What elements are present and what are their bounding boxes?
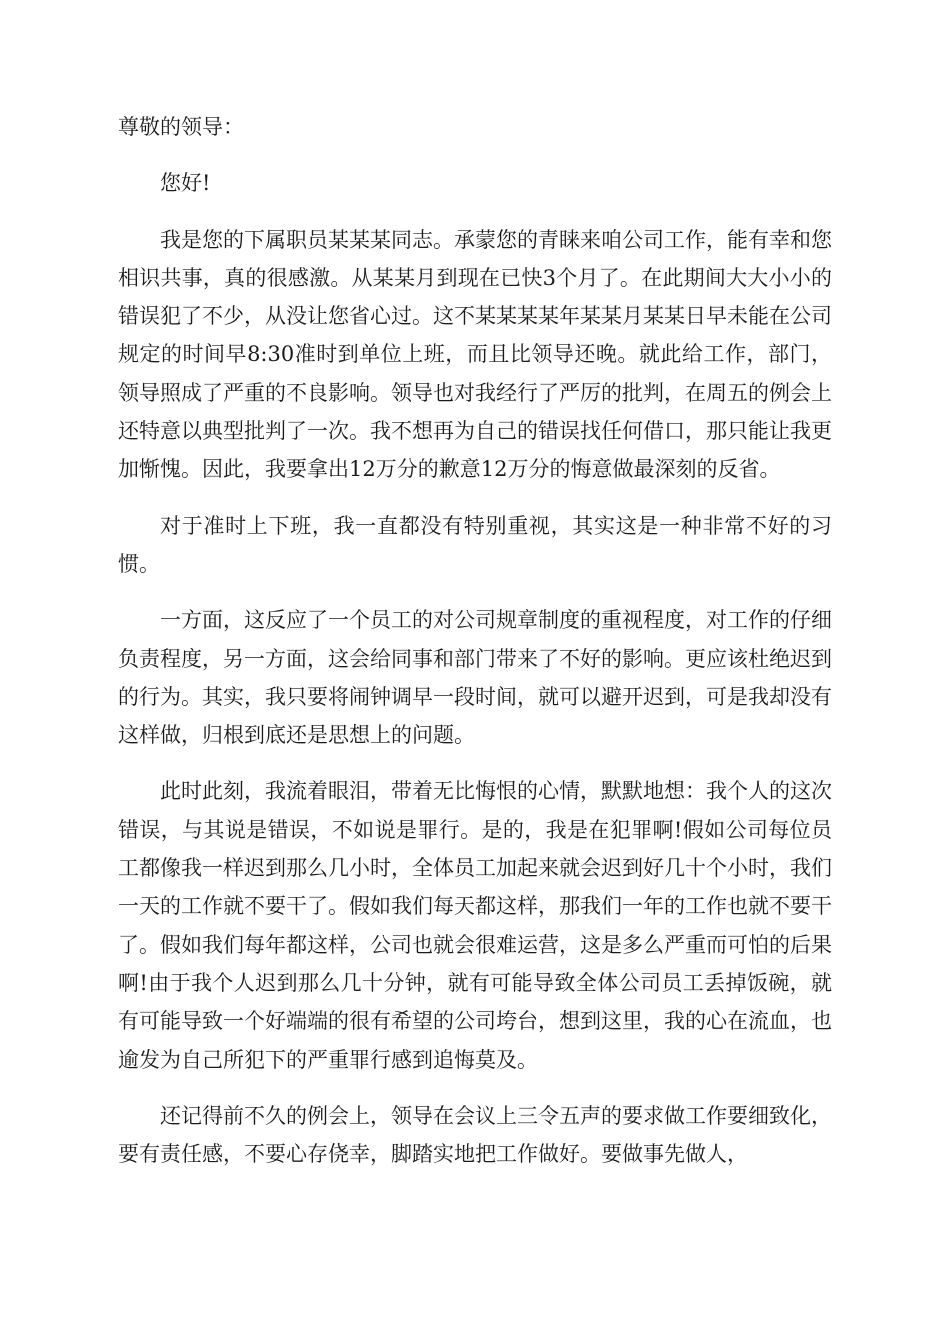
body-paragraph: 还记得前不久的例会上，领导在会议上三令五声的要求做工作要细致化，要有责任感，不要心存侥幸，脚踏实地把工作做好。要做事先做人，	[118, 1103, 832, 1167]
body-paragraph: 对于准时上下班，我一直都没有特别重视，其实这是一种非常不好的习惯。	[118, 513, 832, 576]
letter-body	[118, 108, 832, 1191]
greeting-paragraph: 您好!	[160, 171, 211, 196]
salutation: 尊敬的领导：	[118, 115, 244, 139]
body-paragraph: 我是您的下属职员某某某同志。承蒙您的青睐来咱公司工作，能有幸和您相识共事，真的很感激。从某某月到现在已快3个月了。在此期间大大小小的错误犯了不少，从没让您省心过。这不某某某某年某某月某某日早未能在公司规定的时间早8:30准时到单位上班，而且比领导还晚。就此给工作，部门，领导照成了严重的不良影响。领导也对我经行了严厉的批判，在周五的例会上还特意以典型批判了一次。我不想再为自己的错误找任何借口，那只能让我更加惭愧。因此，我要拿出12万分的歉意12万分的悔意做最深刻的反省。	[118, 227, 832, 482]
body-paragraph: 一方面，这反应了一个员工的对公司规章制度的重视程度，对工作的仔细负责程度，另一方面，这会给同事和部门带来了不好的影响。更应该杜绝迟到的行为。其实，我只要将闹钟调早一段时间，就可以避开迟到，可是我却没有这样做，归根到底还是思想上的问题。	[118, 608, 832, 748]
body-paragraph: 此时此刻，我流着眼泪，带着无比悔恨的心情，默默地想：我个人的这次错误，与其说是错误，不如说是罪行。是的，我是在犯罪啊!假如公司每位员工都像我一样迟到那么几小时，全体员工加起来就会迟到好几十个小时，我们一天的工作就不要干了。假如我们每天都这样，那我们一年的工作也就不要干了。假如我们每年都这样，公司也就会很难运营，这是多么严重而可怕的后果啊!由于我个人迟到那么几十分钟，就有可能导致全体公司员工丢掉饭碗，就有可能导致一个好端端的很有希望的公司垮台，想到这里，我的心在流血，也逾发为自己所犯下的严重罪行感到追悔莫及。	[118, 779, 832, 1072]
